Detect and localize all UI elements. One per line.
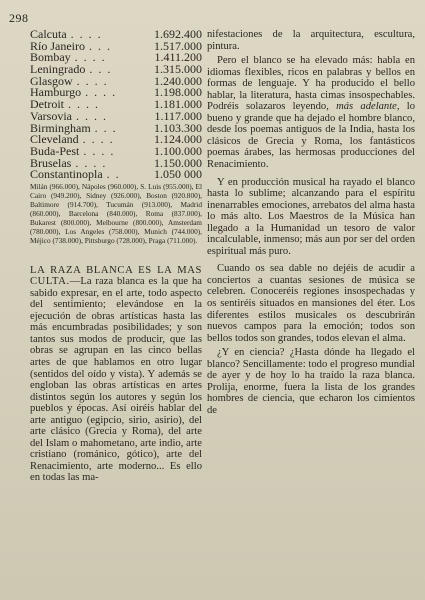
city-name: Bombay <box>30 50 71 65</box>
leader-dots: . . . . <box>83 145 115 158</box>
city-population: 1.517.000 <box>154 38 202 53</box>
leader-dots: . . . . <box>75 157 107 170</box>
leader-dots: . . <box>106 169 121 181</box>
city-population: 1.050 000 <box>154 167 202 182</box>
paragraph-science: ¿Y en ciencia? ¿Hasta dónde ha llegado el blanco? Sencillamente: todo el progreso mundial de ayer y de hoy lo ha traído la raza blanca. Prolija, enorme, fuera la lista de los grandes hombres de ciencia, que echaron los cimientos de <box>207 347 415 416</box>
section-body: —La raza blanca es la que ha sabido expresar, en el arte, todo aspecto del sentimiento; elevándose en la ejecución de obras artísticas hasta las más encumbradas posibilidades; y son tantos sus modos de producir, que las obras se agrupan en las cinco bellas artes de que hablamos en otro lugar (sentidos del oído y vista). Y además se engloban las obras artísticas en artes distintos según los autores y según los pueblos y épocas. Así oiréis hablar del arte antiguo (egipcio, sirio, asirio), del arte clásico (Grecia y Roma), del arte del Islam o mahometano, arte indio, arte cristiano (románico, gótico), arte del Renacimiento, arte moderno... Es ello en todas las ma- <box>30 276 202 484</box>
paragraph-literature-b: , lo bueno y grande que ha dejado el hombre blanco, desde los poemas antiguos de la India, hasta los clásicos de Grecia y Roma, los fantásticos poemas árabes, las hermosas producciones del Renacimiento. <box>207 101 415 171</box>
leader-dots: . . . . <box>85 87 117 100</box>
city-population: 1.181.000 <box>154 97 202 112</box>
leader-dots: . . . . <box>70 29 103 41</box>
city-population: 1.240.000 <box>154 73 202 88</box>
city-population-table <box>30 29 202 181</box>
paragraph-concerts: Cuando os sea dable no dejéis de acudir a conciertos a cuantas sesiones de música se celebren. Conoceréis regiones insospechadas y os sentiréis situados en mansiones del éter. Los diferentes estilos musicales os descubrirán nuevos campos para la emoción; todos son bellos todos son grandes, todos elevan el alma. <box>207 263 415 344</box>
leader-dots: . . . . <box>76 110 108 123</box>
city-name: Leningrado <box>30 62 86 77</box>
section-paragraph <box>30 265 202 484</box>
city-population: 1.198.000 <box>154 85 202 100</box>
city-name: Calcuta <box>30 27 67 41</box>
leader-dots: . . . . <box>74 52 107 65</box>
page-number: 298 <box>9 11 29 25</box>
smaller-cities-list: Milán (966.000), Nápoles (960.000), S. Luis (955.000), El Cairo (949.200), Sidney (926.000), Boston (920.800), Baltimore (914.700), Tucumán (913.000), Madrid (860.000), Barcelona (840.000), Roma (837.000), Bukarest (800.000), Melbourne (800.000), Amsterdam (780.000), Los Angeles (758.000), Munich (744.000), Méjico (738.000), Pittsburgo (728.000), Praga (711.000). <box>30 181 202 245</box>
paragraph-literature <box>207 55 415 170</box>
city-population: 1.124.000 <box>154 132 202 147</box>
city-population: 1.315.000 <box>154 62 202 77</box>
city-name: Detroit <box>30 97 64 112</box>
leader-dots: . . . <box>89 64 112 76</box>
emphasis-text: más adelante <box>336 101 397 113</box>
city-name: Hamburgo <box>30 85 82 100</box>
paragraph-literature-a: Pero el blanco se ha elevado más: habla en idiomas flexibles, ricos en palabras y bellos en formas de lenguaje. Y ha producido el bello hablar, la literatura, hasta cimas insospechables. Podréis solazaros leyendo, <box>207 55 415 113</box>
leader-dots: . . . . <box>82 134 115 146</box>
city-name: Glasgow <box>30 73 73 88</box>
city-population: 1.100.000 <box>154 143 202 158</box>
leader-dots: . . . . <box>68 99 100 111</box>
leader-dots: . . . <box>89 40 112 53</box>
city-population: 1.103.300 <box>154 120 202 135</box>
paragraph-music: Y en producción musical ha rayado el blanco hasta lo sublime; alcanzando para el espíritu inenarrables emociones, arrebatos del alma hasta lo más alto. Los Maestros de la Música han llegado a la Humanidad un tesoro de valor incalculable, inmenso; más aun por ser del orden espiritual más puro. <box>207 176 415 257</box>
city-name: Buda-Pest <box>30 143 80 158</box>
paragraph-arts-continuation: nifestaciones de la arquitectura, escultura, pintura. <box>207 29 415 52</box>
city-population: 1.150.000 <box>154 155 202 170</box>
city-name: Constantinopla <box>30 167 103 182</box>
city-name: Birmingham <box>30 120 91 135</box>
city-population: 1.692.400 <box>154 27 202 41</box>
city-population: 1.117.000 <box>154 108 202 123</box>
city-row <box>30 169 202 181</box>
city-name: Bruselas <box>30 155 72 170</box>
right-column <box>207 29 415 417</box>
city-population: 1.411.200 <box>154 50 202 65</box>
city-name: Cleveland <box>30 132 79 147</box>
leader-dots: . . . <box>94 122 118 135</box>
left-column <box>30 29 202 484</box>
section-heading: LA RAZA BLANCA ES LA MAS CULTA. <box>30 264 202 288</box>
city-name: Río Janeiro <box>30 38 85 53</box>
leader-dots: . . . . <box>76 75 109 88</box>
city-name: Varsovia <box>30 108 72 123</box>
